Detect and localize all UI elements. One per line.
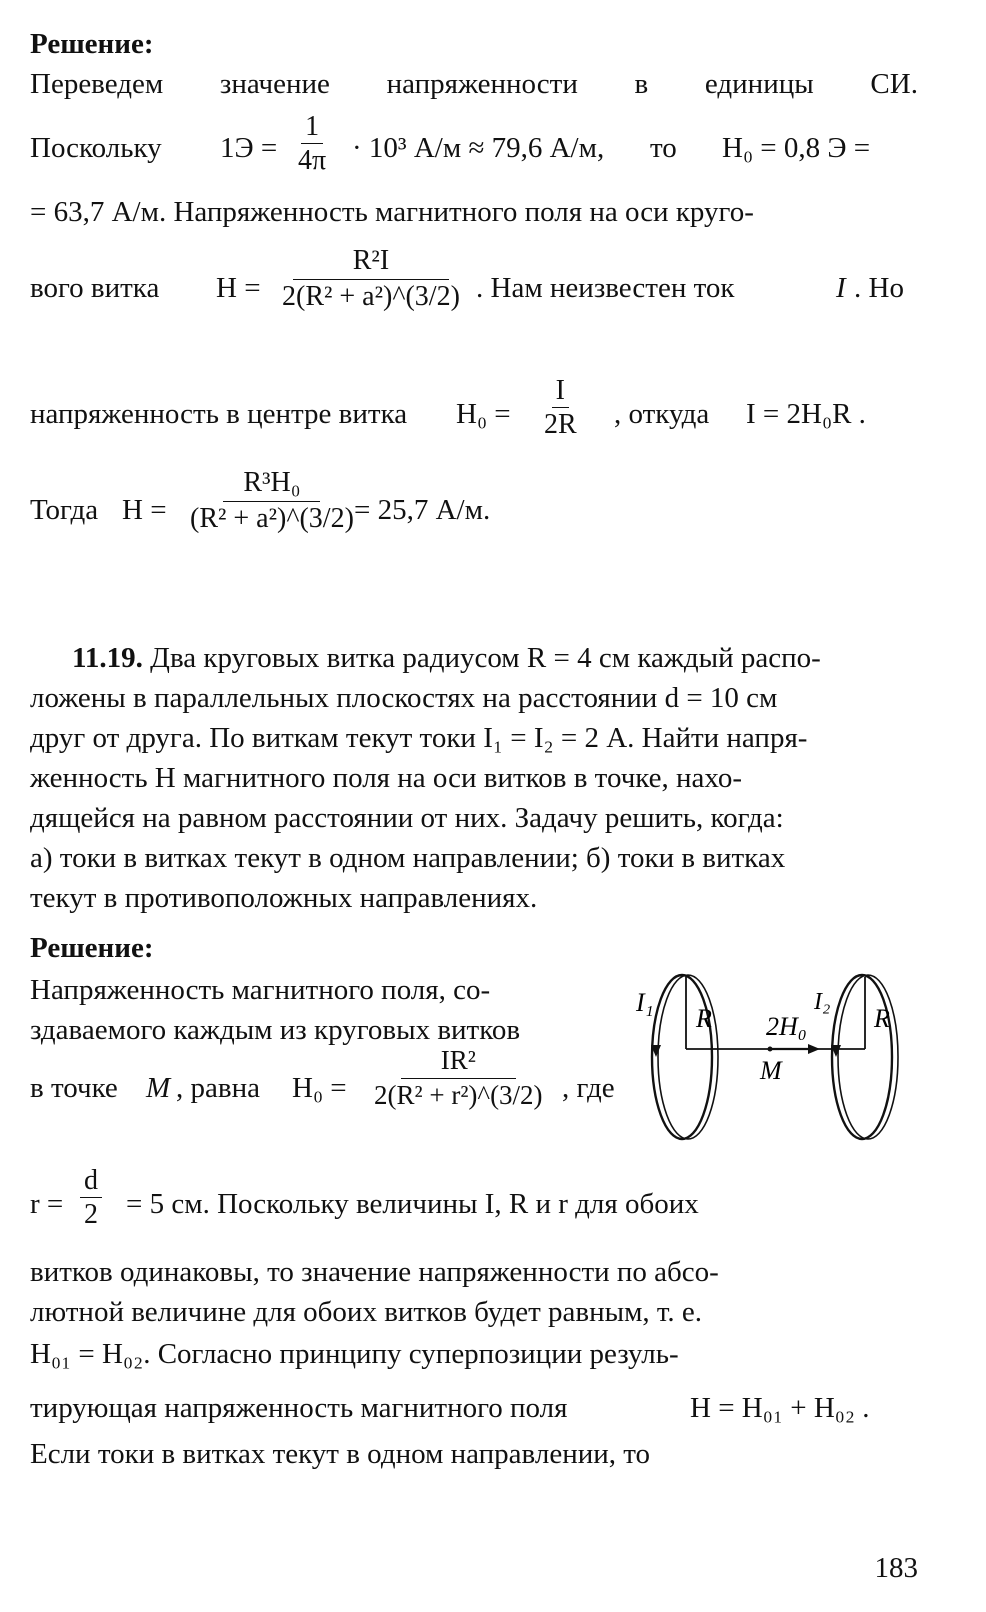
fraction-i-over-2r	[540, 376, 581, 440]
solution-heading-2: Решение:	[30, 932, 154, 964]
text: = 5 см. Поскольку величины I, R и r для обоих	[126, 1188, 699, 1220]
left-coil-back	[658, 975, 718, 1139]
text: тирующая напряженность магнитного поля	[30, 1392, 568, 1424]
solution2-line-4	[30, 1165, 918, 1248]
text: . Но	[854, 272, 904, 304]
formula-text: H₀ = 0,8 Э =	[722, 132, 871, 164]
label-m: M	[760, 1056, 782, 1085]
solution2-line-7	[30, 1336, 918, 1372]
solution2-line-6: лютной величине для обоих витков будет равным, т. е.	[30, 1296, 703, 1328]
solution2-line-2: здаваемого каждым из круговых витков	[30, 1014, 521, 1046]
word: значение	[219, 68, 330, 100]
fraction-numerator: 1	[301, 112, 323, 144]
fraction-denominator: 2(R² + r²)^(3/2)	[374, 1080, 543, 1111]
word: СИ.	[870, 68, 918, 100]
formula-text: I = 2H₀R .	[746, 398, 866, 430]
label-i2: I₂	[814, 989, 831, 1015]
text: , где	[562, 1072, 615, 1104]
word: напряженности	[386, 68, 578, 100]
text: , равна	[176, 1072, 260, 1104]
formula-text: H₀₁ = H₀₂	[30, 1338, 144, 1370]
solution-heading-1: Решение:	[30, 28, 154, 60]
solution2-line-8	[30, 1390, 918, 1426]
solution1-line-5	[30, 372, 918, 452]
formula-text: H =	[216, 272, 261, 304]
right-coil	[832, 975, 892, 1139]
fraction-result	[186, 468, 358, 534]
solution1-line-2	[30, 112, 918, 182]
fraction-denominator: 2R	[544, 409, 577, 441]
fraction-denominator: 4π	[298, 145, 327, 177]
fraction-numerator: d	[80, 1166, 102, 1198]
label-r-left: R	[696, 1004, 712, 1033]
fraction-denominator: 2(R² + a²)^(3/2)	[282, 281, 460, 313]
formula-text: H = H₀₁ + H₀₂ .	[690, 1392, 870, 1424]
solution1-line-4	[30, 244, 918, 354]
formula-text: 1Э =	[220, 132, 278, 164]
solution2-line-3	[30, 1045, 630, 1164]
problem-line-6: а) токи в витках текут в одном направлении; б) токи в витках	[30, 842, 786, 874]
problem-line-4: женность H магнитного поля на оси витков в точке, нахо-	[30, 762, 742, 794]
text: напряженность в центре витка	[30, 398, 408, 430]
solution2-line-1: Напряженность магнитного поля, со-	[30, 974, 491, 1006]
solution1-line-1	[30, 66, 918, 102]
solution2-line-9: Если токи в витках текут в одном направлении, то	[30, 1438, 651, 1470]
fraction-denominator: 2	[84, 1199, 98, 1231]
text: вого витка	[30, 272, 160, 304]
right-coil-back	[838, 975, 898, 1139]
formula-text: I	[836, 272, 846, 304]
word: в	[634, 68, 649, 100]
formula-text: H₀ =	[292, 1072, 347, 1104]
solution1-line-3: = 63,7 А/м. Напряженность магнитного поля на оси круго-	[30, 196, 754, 228]
formula-text: H =	[122, 494, 167, 526]
coils-diagram	[630, 965, 920, 1145]
formula-text: r =	[30, 1188, 64, 1220]
word: Переведем	[30, 68, 164, 100]
fraction-loop-field	[278, 246, 464, 312]
problem-line-7: текут в противоположных направлениях.	[30, 882, 538, 914]
fraction-numerator: R³H₀	[223, 468, 320, 502]
fraction-denominator: (R² + a²)^(3/2)	[190, 503, 354, 535]
fraction-h0	[370, 1046, 547, 1110]
formula-text: H₀ =	[456, 398, 511, 430]
label-2h0: 2H₀	[766, 1012, 807, 1041]
problem-line-3: друг от друга. По виткам текут токи I₁ = I₂ = 2 А. Найти напря-	[30, 722, 808, 754]
problem-line-2: ложены в параллельных плоскостях на расстоянии d = 10 см	[30, 682, 778, 714]
solution1-line-6	[30, 466, 918, 576]
text: то	[650, 132, 677, 164]
text: . Согласно принципу суперпозиции резуль-	[143, 1338, 679, 1370]
word: единицы	[704, 68, 814, 100]
formula-text: · 10³ А/м ≈ 79,6 А/м,	[352, 132, 605, 164]
solution2-line-5: витков одинаковы, то значение напряженности по абсо-	[30, 1256, 719, 1288]
fraction-numerator: IR²	[401, 1046, 516, 1079]
fraction-one-over-4pi	[294, 112, 330, 176]
problem-line-1	[72, 640, 918, 676]
text: в точке	[30, 1072, 118, 1104]
text: . Нам неизвестен ток	[476, 272, 735, 304]
field-arrow-head	[808, 1044, 820, 1054]
fraction-d-over-2	[80, 1166, 102, 1230]
point-m	[768, 1047, 773, 1052]
label-i1: I₁	[636, 988, 654, 1017]
problem-line-5: дящейся на равном расстоянии от них. Задачу решить, когда:	[30, 802, 784, 834]
label-r-right: R	[874, 1004, 890, 1033]
page-number: 183	[874, 1552, 918, 1584]
text: Поскольку	[30, 132, 162, 164]
left-coil	[652, 975, 712, 1139]
text: Тогда	[30, 494, 99, 526]
formula-text: M	[146, 1072, 171, 1104]
problem-text: Два круговых витка радиусом R = 4 см каждый распо-	[150, 642, 821, 674]
problem-number: 11.19.	[72, 642, 143, 674]
formula-text: = 25,7 А/м.	[354, 494, 491, 526]
fraction-numerator: I	[552, 376, 569, 408]
text: , откуда	[614, 398, 710, 430]
fraction-numerator: R²I	[293, 246, 449, 280]
